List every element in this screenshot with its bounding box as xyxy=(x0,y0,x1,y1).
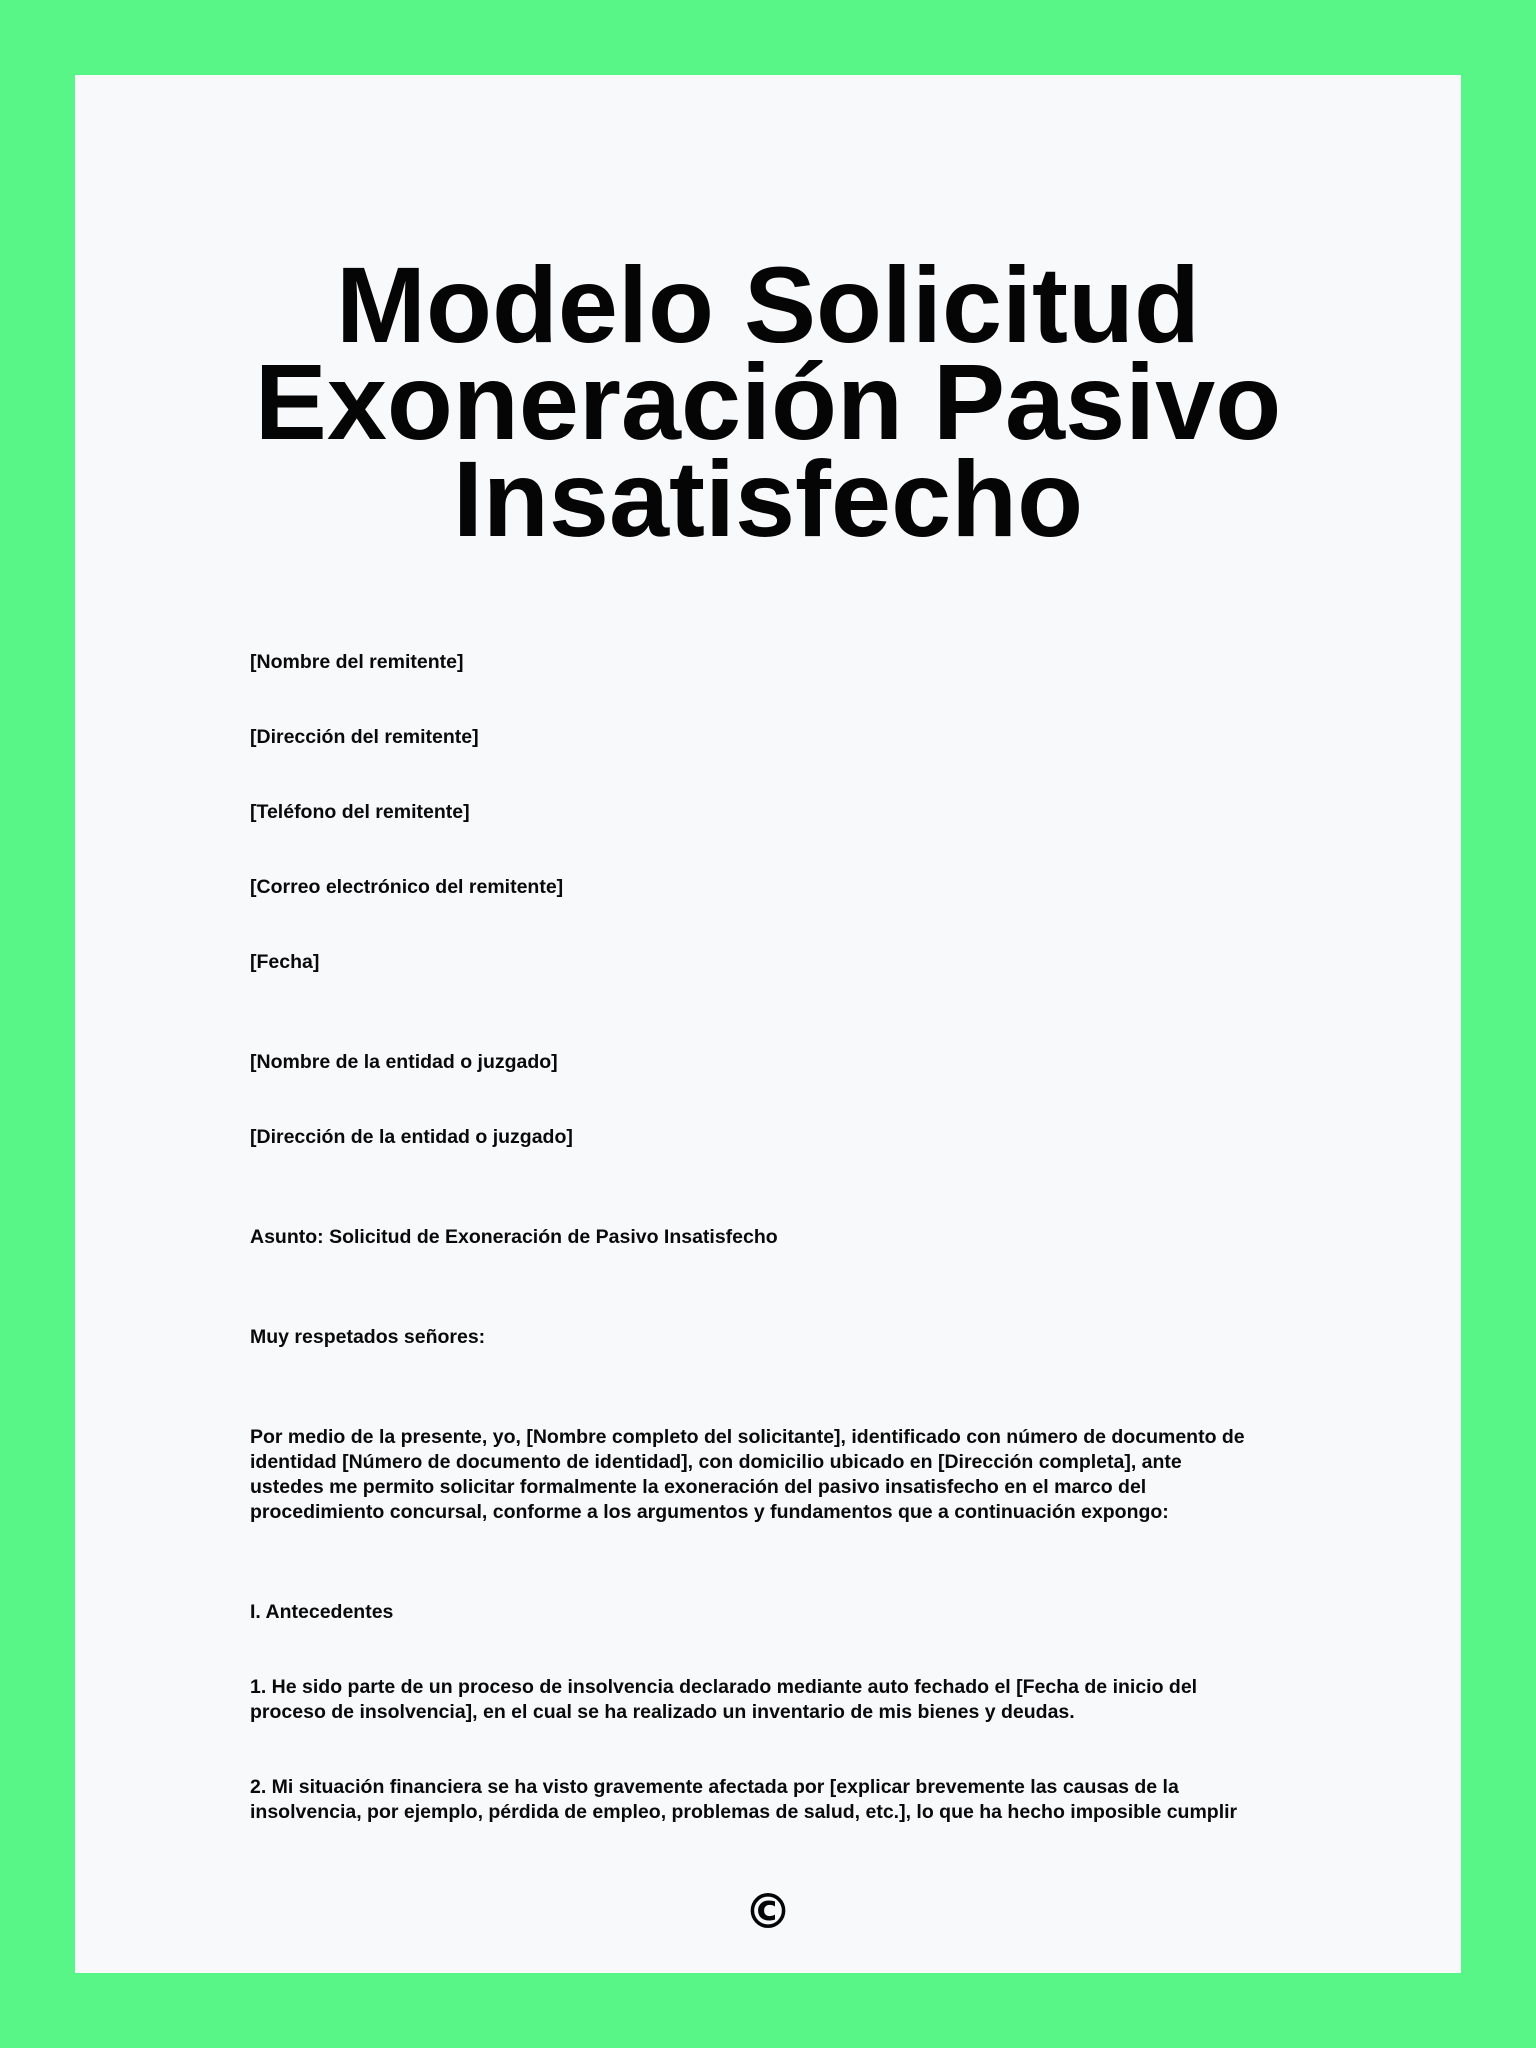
document-paragraph: [Nombre del remitente] xyxy=(250,651,464,673)
document-paragraph: [Dirección del remitente] xyxy=(250,726,479,748)
copyright-icon: © xyxy=(744,1884,792,1940)
document-paragraph: I. Antecedentes xyxy=(250,1601,394,1623)
document-title xyxy=(75,244,1461,559)
title-line-1: Modelo Solicitud xyxy=(336,244,1200,365)
document-paragraph: Muy respetados señores: xyxy=(250,1326,486,1348)
document-paragraph: Por medio de la presente, yo, [Nombre completo del solicitante], identificado con número de documento de identidad [Número de documento de identidad], con domicilio ubicado en [Dirección completa], ante ustedes me permito solicitar formalmente la exoneración del pasivo insatisfecho en el marco del procedimiento concursal, conforme a los argumentos y fundamentos que a continuación expongo: xyxy=(250,1426,1245,1523)
document-paragraph: [Dirección de la entidad o juzgado] xyxy=(250,1126,573,1148)
document-paragraph: [Correo electrónico del remitente] xyxy=(250,876,564,898)
document-paragraph: [Fecha] xyxy=(250,951,320,973)
title-line-3: Insatisfecho xyxy=(452,438,1084,559)
document-page xyxy=(75,75,1461,1973)
document-paragraph: 1. He sido parte de un proceso de insolvencia declarado mediante auto fechado el [Fecha de inicio del proceso de insolvencia], en el cual se ha realizado un inventario de mis bienes y deudas. xyxy=(250,1676,1198,1723)
title-line-2: Exoneración Pasivo xyxy=(254,341,1282,462)
document-paragraph: Asunto: Solicitud de Exoneración de Pasivo Insatisfecho xyxy=(250,1226,778,1248)
document-paragraph: 2. Mi situación financiera se ha visto gravemente afectada por [explicar brevemente las causas de la insolvencia, por ejemplo, pérdida de empleo, problemas de salud, etc.], lo que ha hecho imposible cumplir xyxy=(250,1776,1238,1823)
document-paragraph: [Nombre de la entidad o juzgado] xyxy=(250,1051,558,1073)
document-paragraph: [Teléfono del remitente] xyxy=(250,801,470,823)
document-body xyxy=(250,650,1360,1825)
